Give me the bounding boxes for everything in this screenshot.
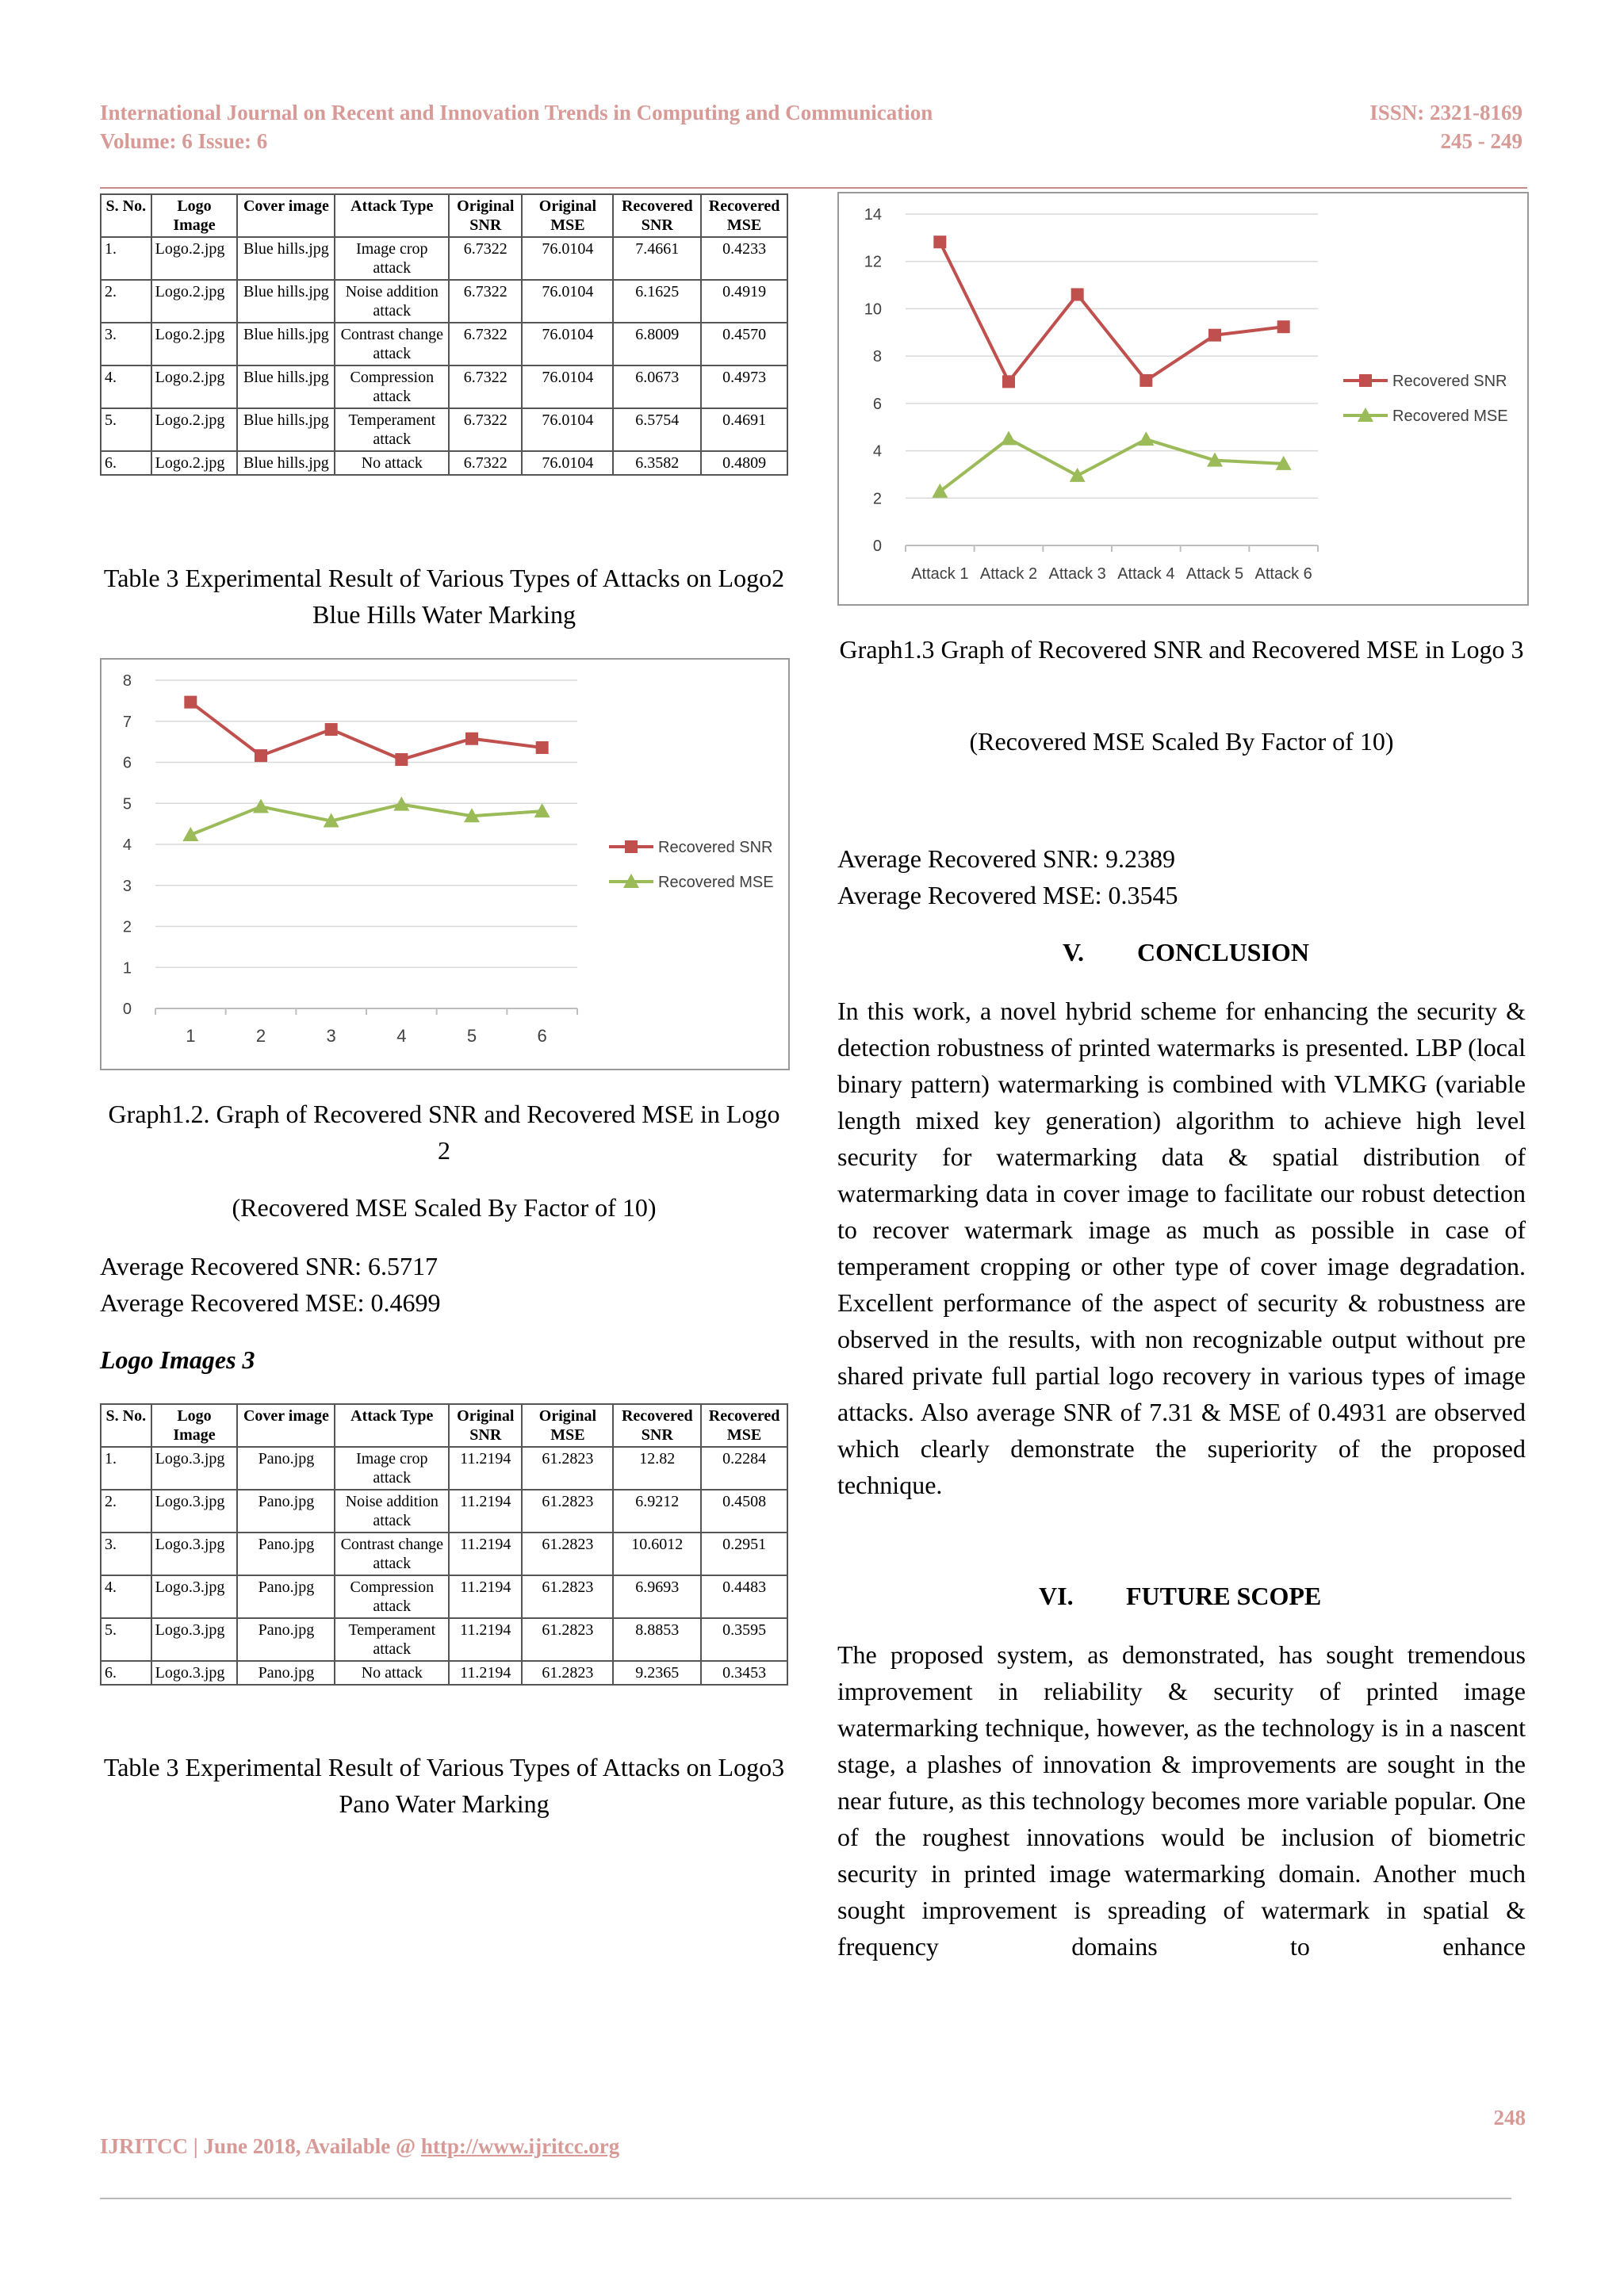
table-header-cell: Recovered MSE — [701, 1404, 787, 1447]
table-cell: 0.3453 — [701, 1661, 787, 1685]
series-line — [940, 242, 1283, 381]
data-point — [395, 753, 408, 766]
table-cell: 6.9693 — [613, 1575, 701, 1618]
y-tick-label: 2 — [872, 490, 882, 508]
conclusion-number: V. — [1063, 938, 1084, 966]
legend-label: Recovered MSE — [1392, 408, 1508, 425]
table-cell: Logo.2.jpg — [151, 323, 238, 365]
table-cell: 6.7322 — [449, 365, 522, 408]
table-cell: Logo.2.jpg — [151, 451, 238, 475]
table-cell: 4. — [101, 1575, 151, 1618]
table-cell: 1. — [101, 1447, 151, 1490]
table-cell: 0.4508 — [701, 1490, 787, 1533]
table-row — [101, 280, 787, 323]
table-cell: 61.2823 — [522, 1447, 613, 1490]
table-cell: 61.2823 — [522, 1490, 613, 1533]
table-header-cell: Original SNR — [449, 194, 522, 237]
table-cell: 0.2951 — [701, 1533, 787, 1575]
legend-marker — [625, 840, 638, 853]
y-tick-label: 7 — [122, 713, 132, 731]
x-tick-label: 4 — [396, 1026, 407, 1046]
x-tick-label: Attack 2 — [979, 565, 1038, 583]
x-tick-label: Attack 6 — [1254, 565, 1312, 583]
chart-logo2 — [100, 658, 790, 1070]
chart-logo2-svg — [102, 660, 788, 1069]
table-cell: Blue hills.jpg — [237, 408, 335, 451]
table-cell: Pano.jpg — [237, 1575, 335, 1618]
table-cell: 61.2823 — [522, 1618, 613, 1661]
table-cell: 6.7322 — [449, 451, 522, 475]
table-header-cell: Original MSE — [522, 1404, 613, 1447]
series-line — [940, 438, 1283, 491]
journal-pages: 245 - 249 — [1440, 129, 1522, 153]
table-cell: Contrast change attack — [335, 1533, 449, 1575]
y-tick-label: 6 — [122, 754, 132, 772]
table-cell: 7.4661 — [613, 237, 701, 280]
table-cell: 11.2194 — [449, 1575, 522, 1618]
logo-images-3-heading: Logo Images 3 — [100, 1345, 255, 1374]
table-cell: 0.3595 — [701, 1618, 787, 1661]
table-cell: Noise addition attack — [335, 1490, 449, 1533]
table-cell: Logo.2.jpg — [151, 280, 238, 323]
table-cell: 5. — [101, 408, 151, 451]
table-header-cell: S. No. — [101, 194, 151, 237]
table-row — [101, 408, 787, 451]
table-header-cell: Original SNR — [449, 1404, 522, 1447]
table-cell: Logo.3.jpg — [151, 1661, 238, 1685]
future-scope-number: VI. — [1039, 1582, 1074, 1610]
table-cell: 11.2194 — [449, 1533, 522, 1575]
table-row — [101, 451, 787, 475]
table-row — [101, 1661, 787, 1685]
avg-mse-logo3: Average Recovered MSE: 0.3545 — [837, 881, 1178, 909]
footer-line — [100, 2134, 893, 2159]
conclusion-paragraph: In this work, a novel hybrid scheme for enhancing the security & detection robustness of printed watermarks is presented. LBP (local binary pattern) watermarking is combined with VLMKG (variable length mixed key generation) algorithm to achieve high level security for watermarking data & spatial distribution of watermarking data in cover image to facilitate our robust detection to recover watermark image as much as possible in case of temperament cropping or other type of cover image degradation. Excellent performance of the aspect of security & robustness are observed in the results, with non recognizable output without pre shared private full partial logo recovery in various types of image attacks. Also average SNR of 7.31 & MSE of 0.4931 are observed which clearly demonstrate the superiority of the proposed technique. — [837, 997, 1526, 1499]
table-row — [101, 365, 787, 408]
table-cell: Pano.jpg — [237, 1661, 335, 1685]
table-cell: 12.82 — [613, 1447, 701, 1490]
table-cell: 6.1625 — [613, 280, 701, 323]
table-cell: Blue hills.jpg — [237, 365, 335, 408]
table-cell: 1. — [101, 237, 151, 280]
table-cell: Noise addition attack — [335, 280, 449, 323]
table-header-cell: S. No. — [101, 1404, 151, 1447]
x-tick-label: 1 — [186, 1026, 196, 1046]
y-tick-label: 8 — [872, 348, 882, 366]
table-cell: Logo.3.jpg — [151, 1618, 238, 1661]
table-header-cell: Logo Image — [151, 1404, 238, 1447]
graph3-caption: Graph1.3 Graph of Recovered SNR and Recovered MSE in Logo 3 — [839, 635, 1524, 664]
data-point — [1277, 320, 1290, 333]
table-cell: Logo.3.jpg — [151, 1575, 238, 1618]
table-cell: Logo.2.jpg — [151, 365, 238, 408]
table-cell: Image crop attack — [335, 1447, 449, 1490]
table-header-cell: Attack Type — [335, 194, 449, 237]
table1-caption: Table 3 Experimental Result of Various Types of Attacks on Logo2 Blue Hills Water Marking — [103, 564, 785, 629]
y-tick-label: 5 — [122, 795, 132, 813]
table-cell: 11.2194 — [449, 1447, 522, 1490]
results-table-logo2 — [100, 193, 788, 476]
table-cell: Logo.3.jpg — [151, 1490, 238, 1533]
table-cell: 11.2194 — [449, 1618, 522, 1661]
table-cell: Blue hills.jpg — [237, 323, 335, 365]
future-scope-paragraph: The proposed system, as demonstrated, has sought tremendous improvement in reliability & security of printed image watermarking technique, however, as the technology is in a nascent stage, a plashes of innovation & improvements are sought in the near future, as this technology becomes more variable popular. One of the roughest innovations would be inclusion of biometric security in printed image watermarking domain. Another much sought improvement is spreading of watermark in spatial & frequency domains to enhance — [837, 1640, 1526, 1961]
avg-mse-logo2: Average Recovered MSE: 0.4699 — [100, 1288, 441, 1317]
y-tick-label: 3 — [122, 877, 132, 895]
data-point — [1002, 375, 1015, 388]
table-cell: 6. — [101, 451, 151, 475]
y-tick-label: 1 — [122, 959, 132, 978]
table-header-row — [101, 1404, 787, 1447]
table-cell: Blue hills.jpg — [237, 280, 335, 323]
x-tick-label: Attack 1 — [911, 565, 969, 583]
legend-label: Recovered SNR — [658, 839, 773, 856]
x-tick-label: Attack 5 — [1185, 565, 1244, 583]
table-cell: Logo.3.jpg — [151, 1447, 238, 1490]
results-table-logo3 — [100, 1403, 788, 1686]
data-point — [255, 749, 267, 762]
table-cell: 6.7322 — [449, 323, 522, 365]
table-row — [101, 1618, 787, 1661]
graph2-caption: Graph1.2. Graph of Recovered SNR and Recovered MSE in Logo 2 — [108, 1100, 780, 1165]
journal-volume: Volume: 6 Issue: 6 — [100, 129, 268, 153]
table-cell: 3. — [101, 1533, 151, 1575]
x-tick-label: 3 — [326, 1026, 336, 1046]
table-row — [101, 323, 787, 365]
footer-rule — [100, 2198, 1511, 2199]
table-cell: Contrast change attack — [335, 323, 449, 365]
table-cell: Logo.3.jpg — [151, 1533, 238, 1575]
table-header-cell: Logo Image — [151, 194, 238, 237]
table-cell: Compression attack — [335, 1575, 449, 1618]
table-cell: 76.0104 — [522, 280, 613, 323]
data-point — [1139, 374, 1152, 387]
table-cell: 6. — [101, 1661, 151, 1685]
table-cell: 6.7322 — [449, 408, 522, 451]
y-tick-label: 0 — [872, 538, 882, 555]
table-cell: Pano.jpg — [237, 1447, 335, 1490]
table-header-cell: Recovered SNR — [613, 1404, 701, 1447]
table-cell: 0.4691 — [701, 408, 787, 451]
table-cell: Logo.2.jpg — [151, 408, 238, 451]
x-tick-label: 6 — [537, 1026, 547, 1046]
header-rule — [100, 187, 1527, 189]
table-cell: 8.8853 — [613, 1618, 701, 1661]
table-cell: Pano.jpg — [237, 1533, 335, 1575]
footer-text: IJRITCC | June 2018, Available @ — [100, 2134, 421, 2158]
table-cell: No attack — [335, 451, 449, 475]
table-cell: 6.3582 — [613, 451, 701, 475]
table-cell: 6.8009 — [613, 323, 701, 365]
table-header-cell: Attack Type — [335, 1404, 449, 1447]
table-header-cell: Recovered SNR — [613, 194, 701, 237]
y-tick-label: 12 — [864, 253, 882, 271]
data-point — [1071, 288, 1084, 300]
table-cell: 0.4973 — [701, 365, 787, 408]
table-header-cell: Cover image — [237, 1404, 335, 1447]
table-cell: 11.2194 — [449, 1490, 522, 1533]
y-tick-label: 8 — [122, 672, 132, 690]
table-cell: 4. — [101, 365, 151, 408]
journal-title: International Journal on Recent and Innovation Trends in Computing and Communication — [100, 101, 933, 124]
table-cell: 0.4809 — [701, 451, 787, 475]
data-point — [1138, 431, 1154, 446]
table-row — [101, 1447, 787, 1490]
avg-snr-logo2: Average Recovered SNR: 6.5717 — [100, 1252, 438, 1280]
table-cell: 6.9212 — [613, 1490, 701, 1533]
table-cell: 0.2284 — [701, 1447, 787, 1490]
table-cell: 5. — [101, 1618, 151, 1661]
graph2-scale-note: (Recovered MSE Scaled By Factor of 10) — [232, 1193, 657, 1222]
table-header-cell: Original MSE — [522, 194, 613, 237]
table2-caption: Table 3 Experimental Result of Various Types of Attacks on Logo3 Pano Water Marking — [103, 1753, 785, 1818]
table-cell: 61.2823 — [522, 1661, 613, 1685]
y-tick-label: 2 — [122, 918, 132, 936]
avg-snr-logo3: Average Recovered SNR: 9.2389 — [837, 844, 1175, 873]
table-row — [101, 1575, 787, 1618]
table-cell: Temperament attack — [335, 1618, 449, 1661]
future-scope-heading: FUTURE SCOPE — [1126, 1582, 1322, 1610]
footer-link[interactable]: http://www.ijritcc.org — [420, 2134, 620, 2158]
x-tick-label: Attack 4 — [1117, 565, 1175, 583]
table-cell: 6.7322 — [449, 280, 522, 323]
series-line — [190, 702, 542, 760]
table-cell: 61.2823 — [522, 1575, 613, 1618]
data-point — [1001, 430, 1017, 445]
data-point — [253, 798, 269, 813]
legend-label: Recovered SNR — [1392, 373, 1507, 390]
chart-logo3 — [837, 192, 1529, 606]
table-header-cell: Recovered MSE — [701, 194, 787, 237]
table-cell: 2. — [101, 280, 151, 323]
data-point — [536, 741, 549, 754]
x-tick-label: Attack 3 — [1048, 565, 1106, 583]
table-cell: No attack — [335, 1661, 449, 1685]
table-header-cell: Cover image — [237, 194, 335, 237]
table-row — [101, 1490, 787, 1533]
table-cell: 0.4233 — [701, 237, 787, 280]
y-tick-label: 0 — [122, 1001, 132, 1018]
table-cell: 6.5754 — [613, 408, 701, 451]
data-point — [184, 696, 197, 709]
y-tick-label: 14 — [864, 206, 882, 224]
conclusion-heading: CONCLUSION — [1137, 938, 1309, 966]
table-cell: 76.0104 — [522, 365, 613, 408]
y-tick-label: 10 — [864, 300, 882, 319]
x-tick-label: 2 — [255, 1026, 266, 1046]
table-cell: Pano.jpg — [237, 1618, 335, 1661]
table-cell: 0.4483 — [701, 1575, 787, 1618]
table-cell: 61.2823 — [522, 1533, 613, 1575]
y-tick-label: 6 — [872, 395, 882, 413]
legend-label: Recovered MSE — [658, 874, 774, 891]
table-cell: 0.4919 — [701, 280, 787, 323]
table-cell: 76.0104 — [522, 408, 613, 451]
table-cell: 76.0104 — [522, 451, 613, 475]
data-point — [933, 235, 946, 248]
table-cell: Pano.jpg — [237, 1490, 335, 1533]
page-number: 248 — [1493, 2106, 1526, 2130]
table-cell: Compression attack — [335, 365, 449, 408]
table-cell: 76.0104 — [522, 237, 613, 280]
data-point — [1070, 468, 1086, 482]
table-row — [101, 1533, 787, 1575]
graph3-scale-note: (Recovered MSE Scaled By Factor of 10) — [969, 727, 1394, 756]
table-cell: Logo.2.jpg — [151, 237, 238, 280]
legend-marker — [1359, 374, 1372, 387]
table-cell: 3. — [101, 323, 151, 365]
table-cell: 2. — [101, 1490, 151, 1533]
table-cell: Temperament attack — [335, 408, 449, 451]
table-cell: 0.4570 — [701, 323, 787, 365]
x-tick-label: 5 — [466, 1026, 477, 1046]
table-cell: 6.7322 — [449, 237, 522, 280]
table-row — [101, 237, 787, 280]
y-tick-label: 4 — [122, 836, 132, 854]
data-point — [325, 723, 338, 736]
y-tick-label: 4 — [872, 442, 882, 461]
table-cell: 6.0673 — [613, 365, 701, 408]
table-cell: 10.6012 — [613, 1533, 701, 1575]
table-cell: 11.2194 — [449, 1661, 522, 1685]
data-point — [465, 733, 478, 745]
table-cell: Blue hills.jpg — [237, 237, 335, 280]
table-cell: Blue hills.jpg — [237, 451, 335, 475]
data-point — [1208, 329, 1221, 342]
table-cell: 76.0104 — [522, 323, 613, 365]
table-cell: 9.2365 — [613, 1661, 701, 1685]
journal-issn: ISSN: 2321-8169 — [1369, 101, 1522, 124]
series-line — [190, 805, 542, 835]
table-cell: Image crop attack — [335, 237, 449, 280]
table-header-row — [101, 194, 787, 237]
chart-logo3-svg — [839, 193, 1527, 604]
